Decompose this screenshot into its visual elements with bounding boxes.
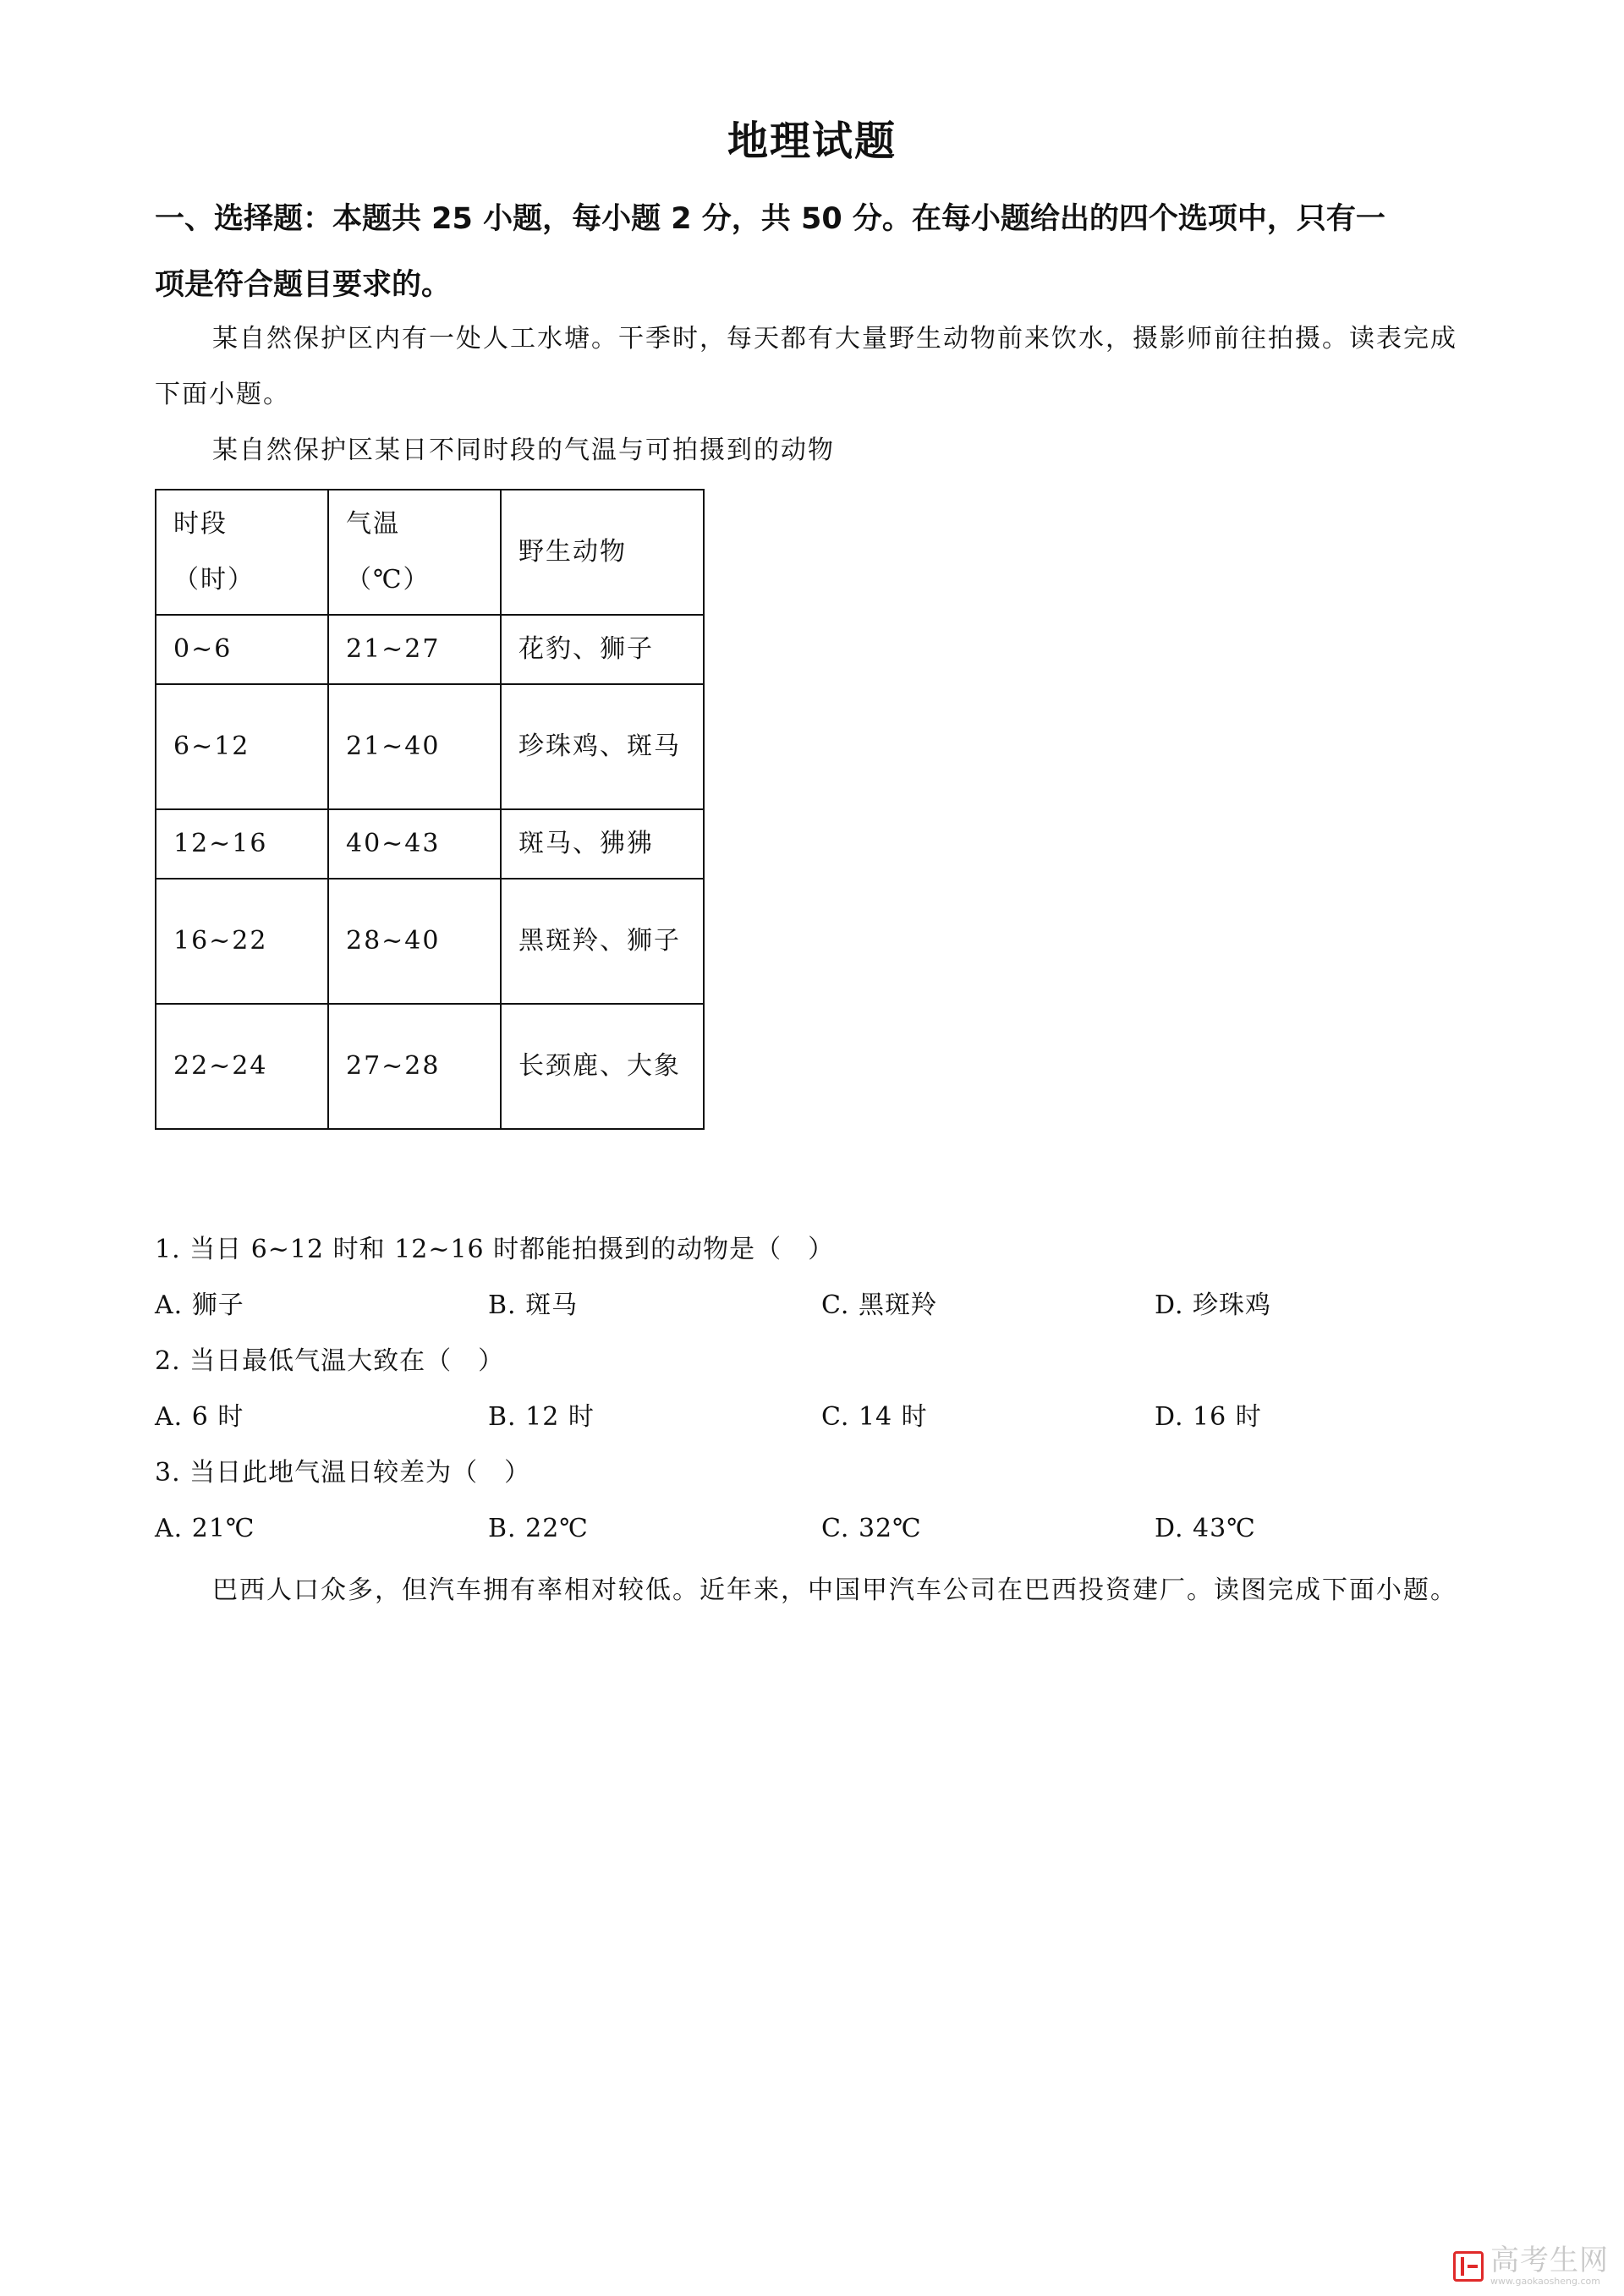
question-1-option-a[interactable]: A. 狮子 [155,1290,244,1320]
cell-period: 16~22 [156,879,328,1004]
header-period: 时段 （时） [156,490,328,615]
page-title: 地理试题 [727,118,897,165]
logo-url: www.gaokaosheng.com [1490,2276,1600,2287]
question-2-option-d[interactable]: D. 16 时 [1155,1402,1262,1432]
question-1-option-c[interactable]: C. 黑斑羚 [821,1290,937,1320]
cell-animals: 花豹、狮子 [501,615,704,684]
cell-animals: 黑斑羚、狮子 [501,879,704,1004]
cell-animals: 珍珠鸡、斑马 [501,684,704,809]
cell-period: 6~12 [156,684,328,809]
cell-period: 12~16 [156,809,328,879]
cell-temperature: 27~28 [328,1004,501,1129]
table-row [156,1004,704,1129]
cell-animals: 长颈鹿、大象 [501,1004,704,1129]
table-row [156,809,704,879]
header-temperature: 气温 （℃） [328,490,501,615]
table-row [156,615,704,684]
logo-h-icon [1453,2251,1484,2282]
intro-paragraph-1: 某自然保护区内有一处人工水塘。干季时，每天都有大量野生动物前来饮水，摄影师前往拍摄。读表完成下面小题。 [155,324,1457,409]
cell-period: 0~6 [156,615,328,684]
question-3-option-a[interactable]: A. 21℃ [155,1514,255,1543]
cell-temperature: 21~40 [328,684,501,809]
cell-animals: 斑马、狒狒 [501,809,704,879]
section-heading [155,186,1474,318]
question-1-option-b[interactable]: B. 斑马 [488,1290,579,1320]
question-2-option-a[interactable]: A. 6 时 [155,1402,244,1432]
header-animals: 野生动物 [501,490,704,615]
question-1-option-d[interactable]: D. 珍珠鸡 [1155,1290,1272,1320]
question-2-option-c[interactable]: C. 14 时 [821,1402,928,1432]
temperature-animal-table [155,489,705,1130]
logo-name: 高考生网 [1490,2244,1609,2277]
question-3-option-b[interactable]: B. 22℃ [488,1514,589,1543]
watermark-logo [1453,2246,1609,2286]
question-2: 2. 当日最低气温大致在（ ） [155,1346,505,1376]
section-heading-line-2: 项是符合题目要求的。 [155,268,452,302]
question-3-option-d[interactable]: D. 43℃ [1155,1514,1256,1543]
question-1: 1. 当日 6~12 时和 12~16 时都能拍摄到的动物是（ ） [155,1235,835,1264]
cell-temperature: 28~40 [328,879,501,1004]
table-row [156,684,704,809]
cell-temperature: 40~43 [328,809,501,879]
section-heading-line-1: 一、选择题：本题共 25 小题，每小题 2 分，共 50 分。在每小题给出的四个选项中，只有一 [155,202,1385,236]
table-row [156,879,704,1004]
cell-period: 22~24 [156,1004,328,1129]
cell-temperature: 21~27 [328,615,501,684]
table-header-row [156,490,704,615]
question-3-option-c[interactable]: C. 32℃ [821,1514,922,1543]
table-caption: 某自然保护区某日不同时段的气温与可拍摄到的动物 [212,436,835,465]
question-3: 3. 当日此地气温日较差为（ ） [155,1458,531,1488]
intro-paragraph-2: 巴西人口众多，但汽车拥有率相对较低。近年来，中国甲汽车公司在巴西投资建厂。读图完成下面小题。 [212,1575,1457,1605]
question-2-option-b[interactable]: B. 12 时 [488,1402,595,1432]
